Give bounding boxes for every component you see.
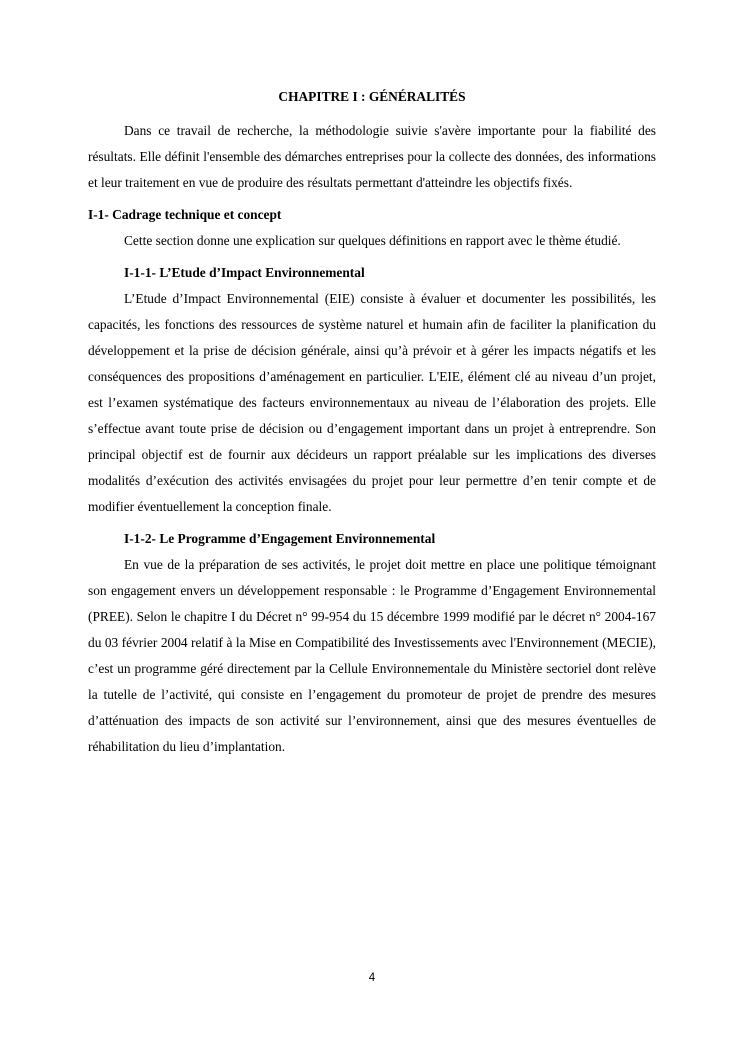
section-paragraph-cadrage: Cette section donne une explication sur quelques définitions en rapport avec le thème étudié. bbox=[124, 233, 621, 248]
subsection-heading-eie: I-1-1- L’Etude d’Impact Environnemental bbox=[124, 265, 365, 280]
subsection-paragraph-eie: L’Etude d’Impact Environnemental (EIE) consiste à évaluer et documenter les possibilités, les capacités, les fonctions des ressources de système naturel et humain afin de faciliter la planification du développement et la prise de décision générale, ainsi qu’à prévoir et à gérer les impacts négatifs et les conséquences des propositions d’aménagement en particulier. L'EIE, élément clé au niveau d’un projet, est l’examen systématique des facteurs environnementaux au niveau de l’élaboration des projets. Elle s’effectue avant toute prise de décision ou d’engagement important dans un projet à entreprendre. Son principal objectif est de fournir aux décideurs un rapport préalable sur les implications des diverses modalités d’exécution des activités envisagées du projet pour leur permettre d’en tenir compte et de modifier éventuellement la conception finale. bbox=[88, 291, 656, 514]
chapter-title: CHAPITRE I : GÉNÉRALITÉS bbox=[278, 89, 466, 104]
subsection-paragraph-pree: En vue de la préparation de ses activités, le projet doit mettre en place une politique témoignant son engagement envers un développement responsable : le Programme d’Engagement Environnemental (PREE). Selon le chapitre I du Décret n° 99-954 du 15 décembre 1999 modifié par le décret n° 2004-167 du 03 février 2004 relatif à la Mise en Compatibilité des Investissements avec l'Environnement (MECIE), c’est un programme géré directement par la Cellule Environnementale du Ministère sectoriel dont relève la tutelle de l’activité, qui consiste en l’engagement du promoteur de projet de prendre des mesures d’atténuation des impacts de son activité sur l’environnement, ainsi que des mesures éventuelles de réhabilitation du lieu d’implantation. bbox=[88, 557, 656, 754]
section-heading-cadrage: I-1- Cadrage technique et concept bbox=[88, 207, 282, 222]
document-page bbox=[88, 84, 656, 760]
page-number: 4 bbox=[368, 972, 376, 984]
intro-paragraph: Dans ce travail de recherche, la méthodologie suivie s'avère importante pour la fiabilité des résultats. Elle définit l'ensemble des démarches entreprises pour la collecte des données, des informations et leur traitement en vue de produire des résultats permettant d'atteindre les objectifs fixés. bbox=[88, 123, 656, 190]
subsection-heading-pree: I-1-2- Le Programme d’Engagement Environnemental bbox=[124, 531, 436, 546]
